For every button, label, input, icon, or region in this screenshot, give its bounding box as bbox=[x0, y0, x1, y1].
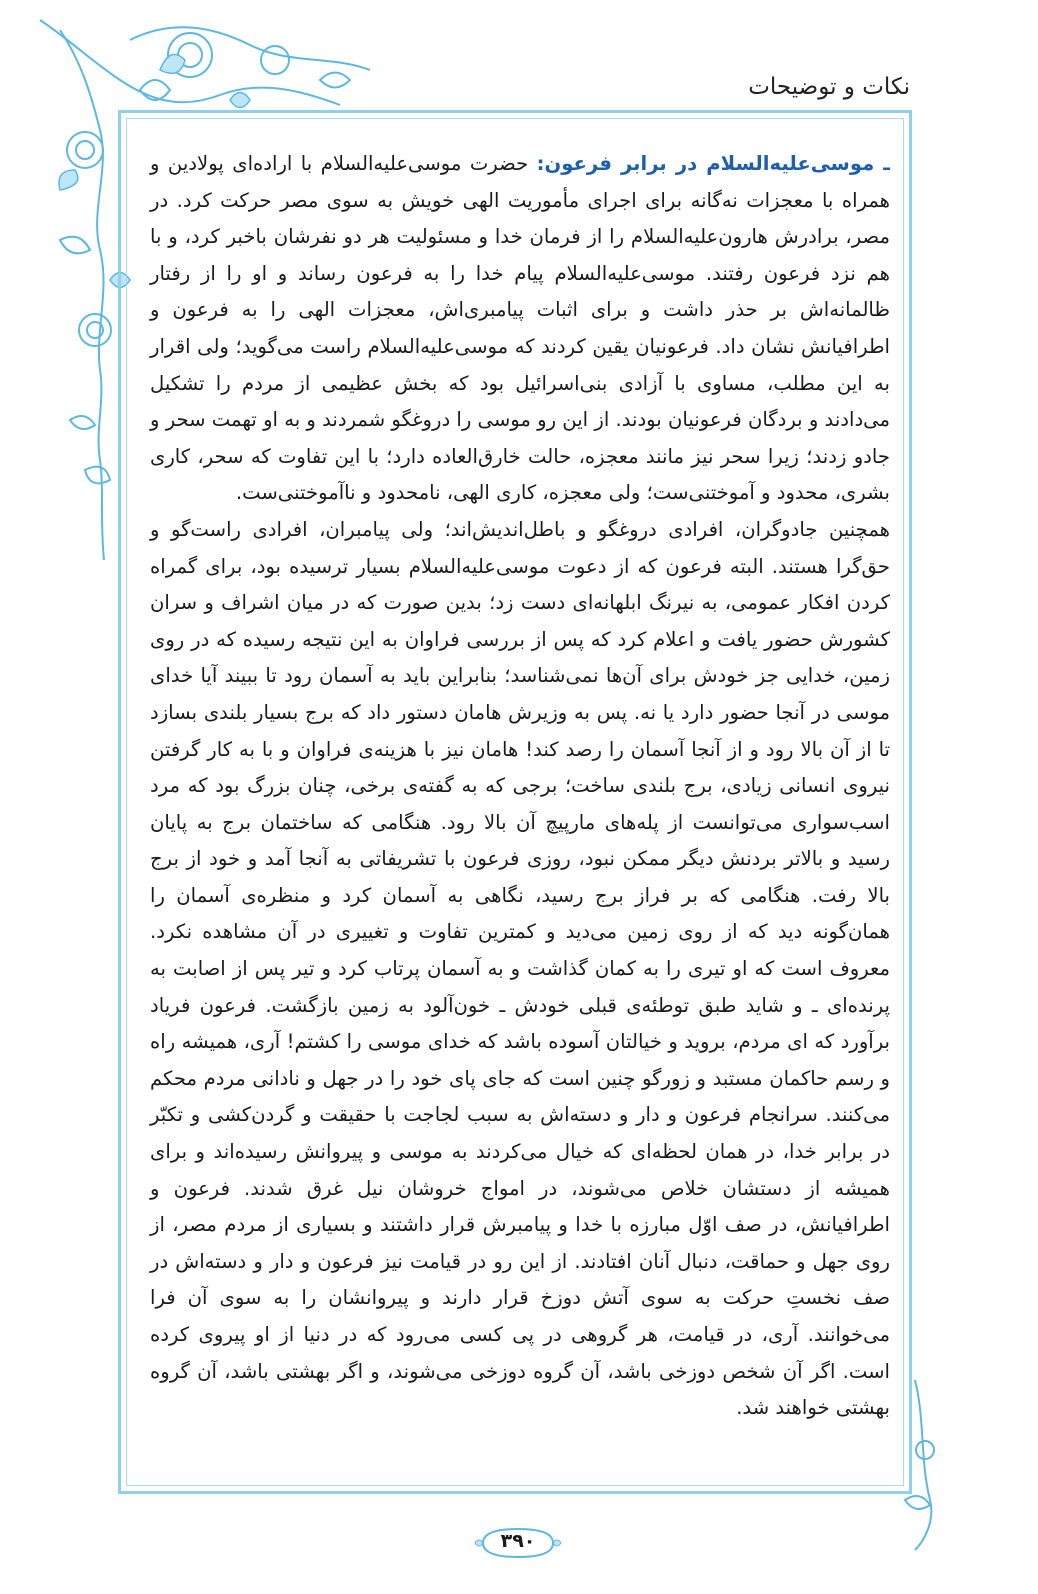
page-number: ۳۹۰ bbox=[500, 1530, 536, 1552]
article-body bbox=[150, 146, 890, 1427]
paragraph-1-text: حضرت موسی‌علیه‌السلام با اراده‌ای پولادین و همراه با معجزات نه‌گانه برای اجرای مأموریت الهی خویش به سوی مصر حرکت کرد. در مصر، برادرش هارون‌علیه‌السلام را از فرمان خدا و مسئولیت هر دو نفرشان باخبر کرد، و با هم نزد فرعون رفتند. موسی‌علیه‌السلام پیام خدا را به فرعون رساند و او را از رفتار ظالمانه‌اش بر حذر داشت و برای اثبات پیامبری‌اش، معجزات الهی را به فرعون و اطرافیانش نشان داد. فرعونیان یقین کردند که موسی‌علیه‌السلام راست می‌گوید؛ ولی اقرار به این مطلب، مساوی با آزادی بنی‌اسرائیل بود که بخش عظیمی از مردم را تشکیل می‌دادند و بردگان فرعونیان بودند. از این رو موسی را دروغگو شمردند و به او تهمت سحر و جادو زدند؛ زیرا سحر نیز مانند معجزه، حالت خارق‌العاده دارد؛ با این تفاوت که سحر، کاری بشری، محدود و آموختنی‌ست؛ ولی معجزه، کاری الهی، نامحدود و ناآموختنی‌ست. bbox=[150, 152, 890, 505]
section-title: نکات و توضیحات bbox=[748, 74, 910, 100]
lead-title: ـ موسی‌علیه‌السلام در برابر فرعون: bbox=[536, 152, 890, 175]
paragraph-1 bbox=[150, 146, 890, 512]
paragraph-2: همچنین جادوگران، افرادی دروغگو و باطل‌اندیش‌اند؛ ولی پیامبران، افرادی راست‌گو و حق‌گرا هستند. البته فرعون که از دعوت موسی‌علیه‌السلام بسیار ترسیده بود، برای گمراه کردن افکار عمومی، به نیرنگ ابلهانه‌ای دست زد؛ بدین صورت که در میان اشراف و سران کشورش حضور یافت و اعلام کرد که پس از بررسی فراوان به این نتیجه رسیده که در روی زمین، خدایی جز خودش برای آن‌ها نمی‌شناسد؛ بنابراین باید به آسمان رود تا ببیند آیا خدای موسی در آنجا حضور دارد یا نه. پس به وزیرش هامان دستور داد که برج بسیار بلندی بسازد تا از آن بالا رود و از آنجا آسمان را رصد کند! هامان نیز با هزینه‌ی فراوان و با به کار گرفتن نیروی انسانی زیادی، برج بلندی ساخت؛ برجی که به گفته‌ی برخی، چنان بزرگ بود که مرد اسب‌سواری می‌توانست از پله‌های مارپیچ آن بالا رود. هنگامی که ساختمان برج به پایان رسید و بالاتر بردنش دیگر ممکن نبود، روزی فرعون با تشریفاتی به آنجا آمد و خود از برج بالا رفت. هنگامی که بر فراز برج رسید، نگاهی به آسمان کرد و منظره‌ی آسمان را همان‌گونه دید که از روی زمین می‌دید و کمترین تفاوت و تغییری در آن مشاهده نکرد. معروف است که او تیری را به کمان گذاشت و به آسمان پرتاب کرد و تیر پس از اصابت به پرنده‌ای ـ و شاید طبق توطئه‌ی قبلی خودش ـ خون‌آلود به زمین بازگشت. فرعون فریاد برآورد که ای مردم، بروید و خیالتان آسوده باشد که خدای موسی را کشتم! آری، همیشه راه و رسم حاکمان مستبد و زورگو چنین است که جای پای خود را در جهل و نادانی مردم محکم می‌کنند. سرانجام فرعون و دار و دسته‌اش به سبب لجاجت با حقیقت و گردن‌کشی و تکبّر در برابر خدا، در همان لحظه‌ای که خیال می‌کردند به موسی و پیروانش رسیده‌اند و برای همیشه از دستشان خلاص می‌شوند، در امواج خروشان نیل غرق شدند. فرعون و اطرافیانش، در صف اوّل مبارزه با خدا و پیامبرش قرار داشتند و بسیاری از مردم مصر، از روی جهل و حماقت، دنبال آنان افتادند. از این رو در قیامت نیز فرعون و دار و دسته‌اش در صف نخستِ حرکت به سوی آتش دوزخ قرار دارند و پیروانشان را به سوی آن فرا می‌خوانند. آری، در قیامت، هر گروهی در پی کسی می‌رود که در دنیا از او پیروی کرده است. اگر آن شخص دوزخی باشد، آن گروه دوزخی می‌شوند، و اگر بهشتی باشد، آن گروه بهشتی خواهند شد. bbox=[150, 517, 890, 1420]
